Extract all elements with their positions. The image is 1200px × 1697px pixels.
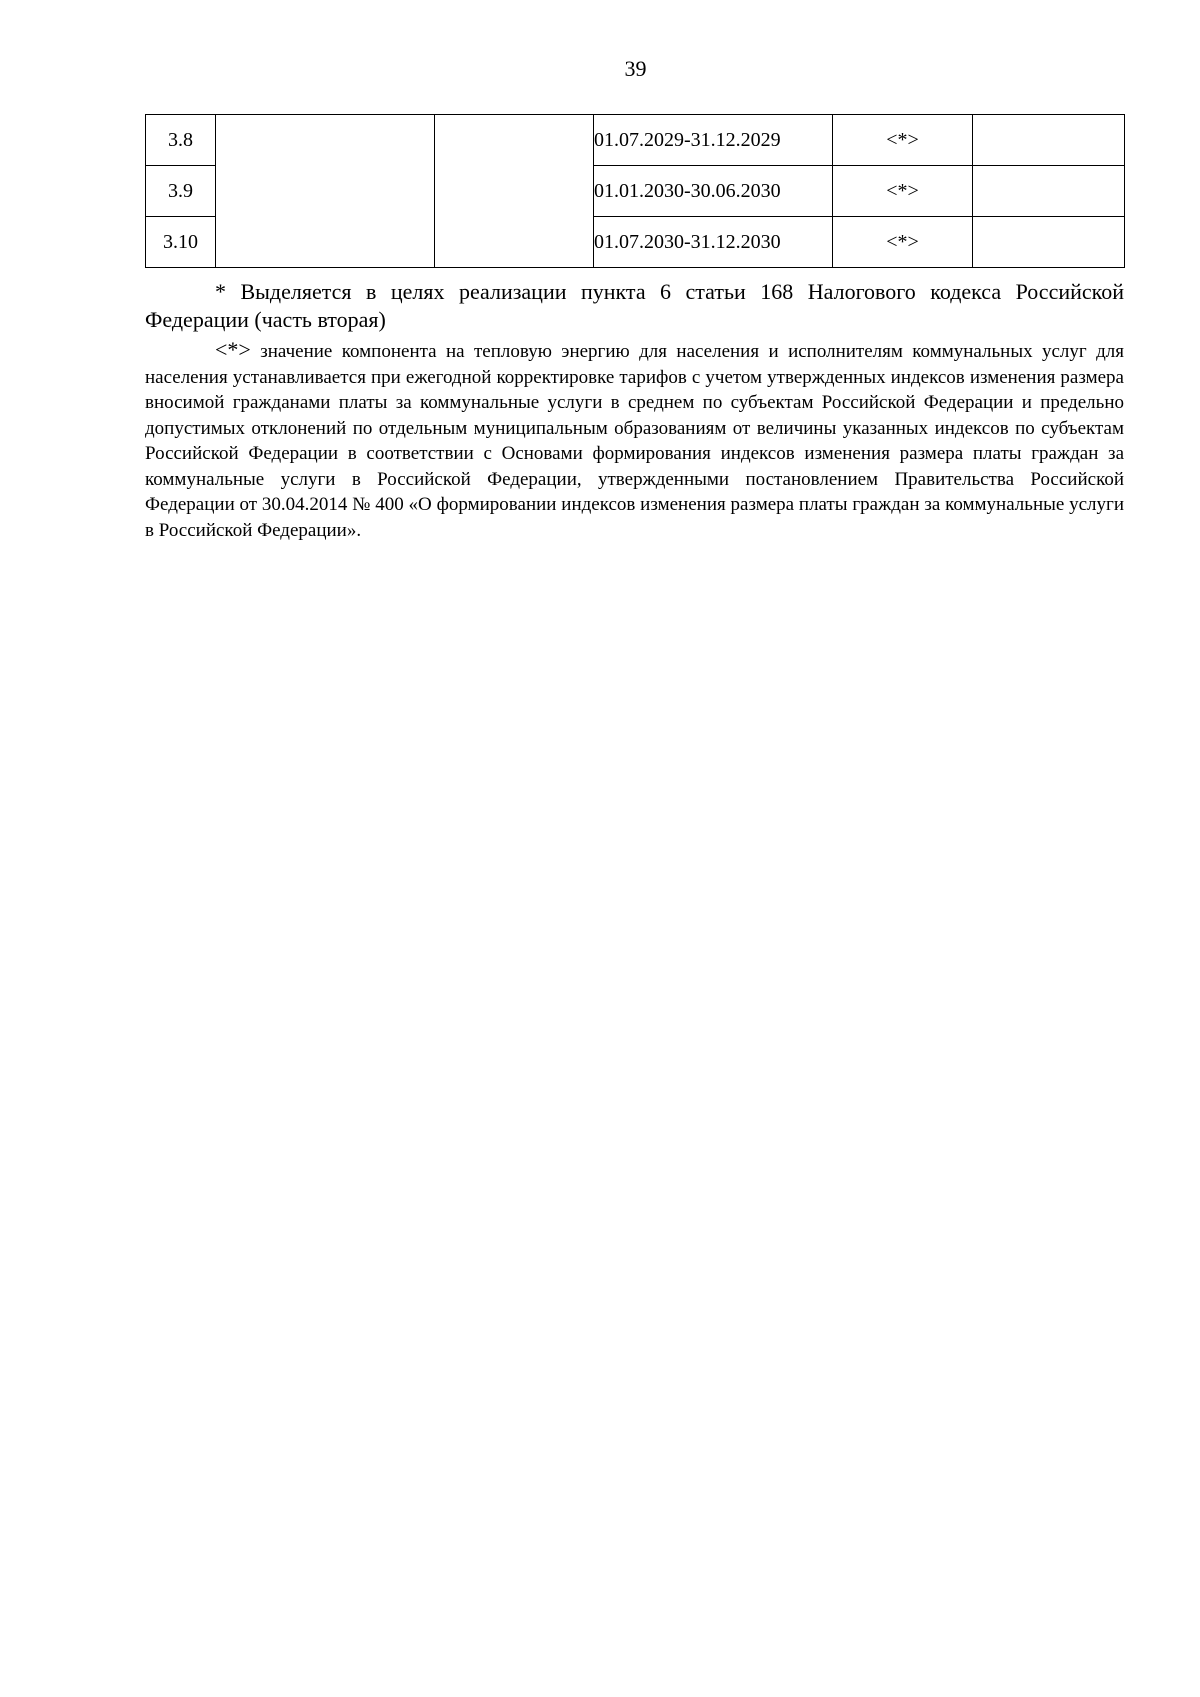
empty-cell bbox=[973, 115, 1125, 166]
row-number-cell: 3.8 bbox=[146, 115, 216, 166]
footnote-star: * Выделяется в целях реализации пункта 6 статьи 168 Налогового кодекса Российской Федерации (часть вторая) bbox=[145, 279, 1124, 332]
row-number-cell: 3.10 bbox=[146, 217, 216, 268]
value-cell: <*> bbox=[833, 115, 973, 166]
table-row bbox=[146, 115, 1125, 166]
empty-merged-cell bbox=[435, 115, 594, 268]
empty-cell bbox=[973, 166, 1125, 217]
empty-merged-cell bbox=[216, 115, 435, 268]
period-cell: 01.07.2029-31.12.2029 bbox=[594, 115, 833, 166]
page-number: 39 bbox=[624, 56, 647, 81]
footnote-marker: <*> bbox=[215, 337, 251, 362]
tariff-table bbox=[145, 114, 1125, 268]
value-cell: <*> bbox=[833, 217, 973, 268]
row-number-cell: 3.9 bbox=[146, 166, 216, 217]
period-cell: 01.01.2030-30.06.2030 bbox=[594, 166, 833, 217]
empty-cell bbox=[973, 217, 1125, 268]
value-cell: <*> bbox=[833, 166, 973, 217]
period-cell: 01.07.2030-31.12.2030 bbox=[594, 217, 833, 268]
footnote-angle-text: значение компонента на тепловую энергию для населения и исполнителям коммунальных услуг для населения устанавливается при ежегодной корректировке тарифов с учетом утвержденных индексов изменения размера вносимой гражданами платы за коммунальные услуги в среднем по субъектам Российской Федерации и предельно допустимых отклонений по отдельным муниципальным образованиям от величины указанных индексов по субъектам Российской Федерации в соответствии с Основами формирования индексов изменения размера платы граждан за коммунальные услуги в Российской Федерации, утвержденными постановлением Правительства Российской Федерации от 30.04.2014 № 400 «О формировании индексов изменения размера платы граждан за коммунальные услуги в Российской Федерации». bbox=[145, 341, 1124, 541]
footnote-angle bbox=[145, 337, 1124, 543]
